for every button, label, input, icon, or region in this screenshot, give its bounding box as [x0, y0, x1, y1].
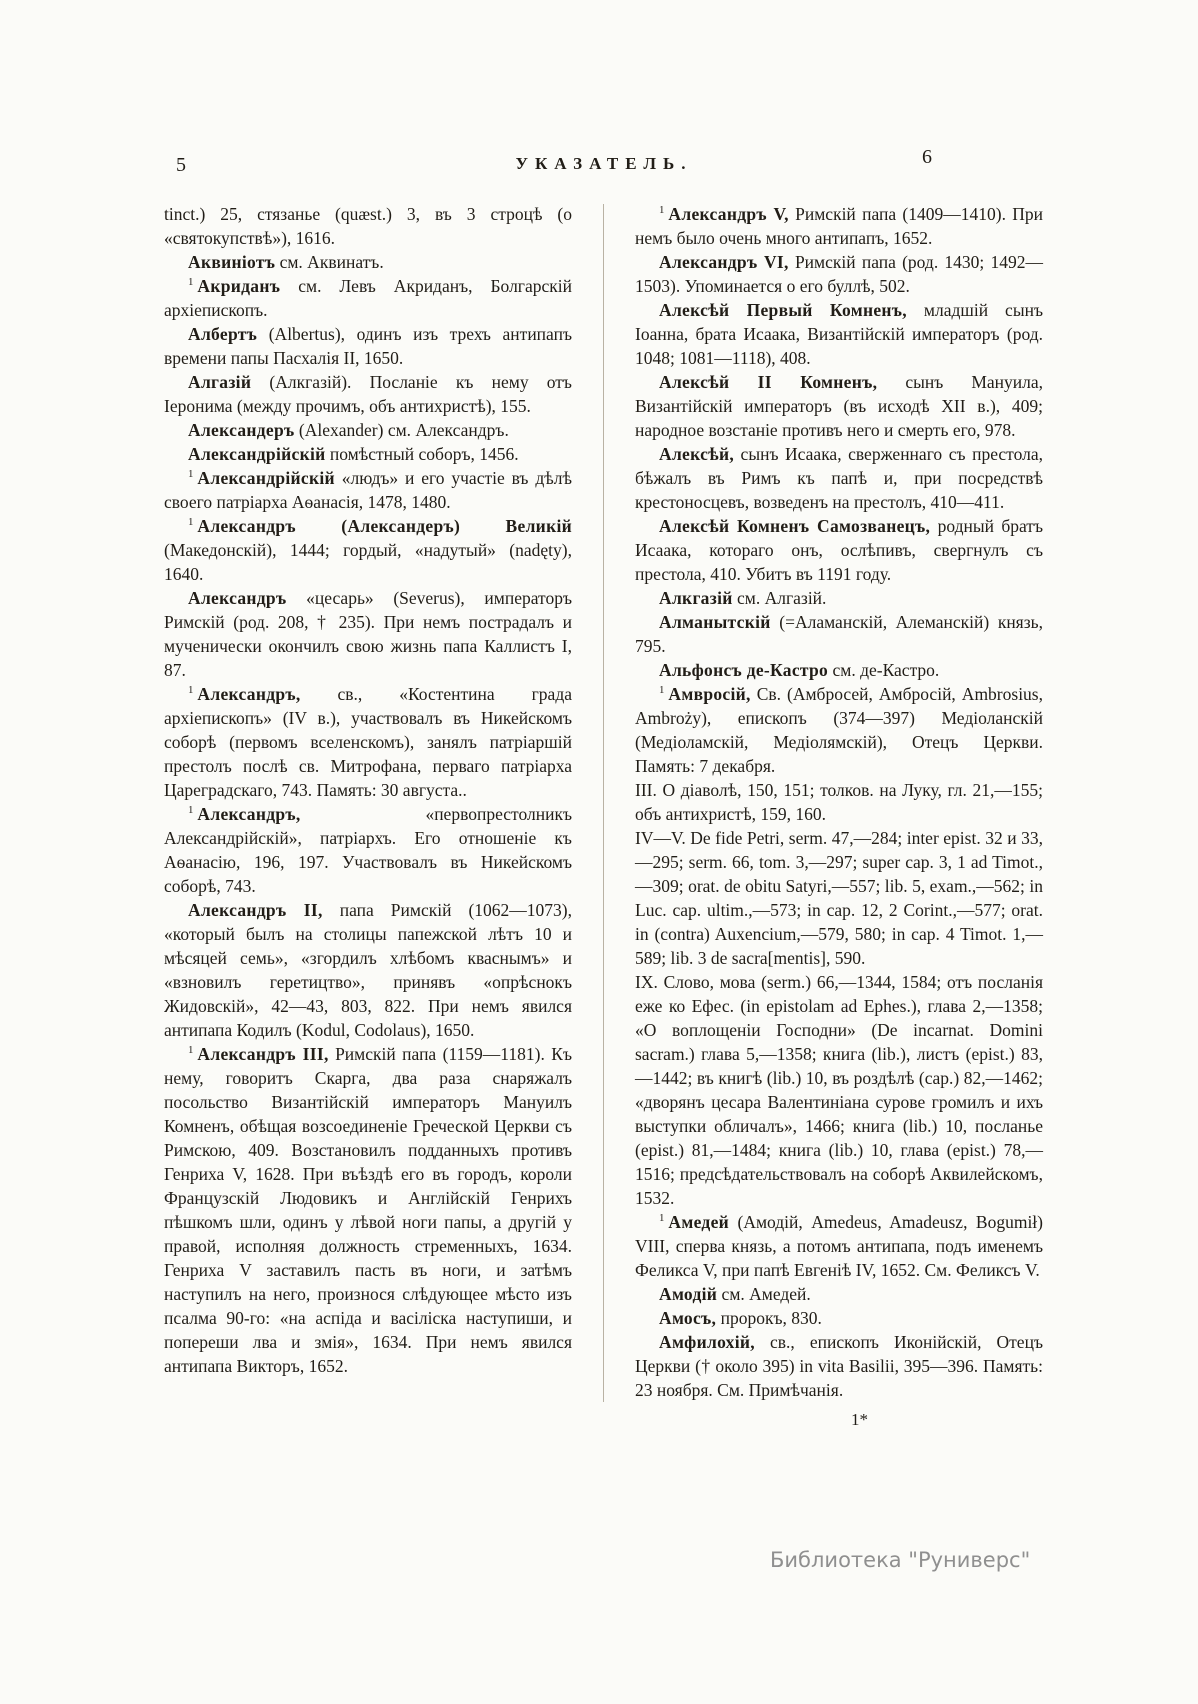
entry-headword: Албертъ: [188, 324, 258, 344]
index-entry: [164, 682, 572, 802]
footnote-marker: 1: [659, 204, 665, 217]
column-divider-rule: [603, 204, 604, 1402]
index-entry: [164, 514, 572, 586]
entry-headword: Алексѣй II Комненъ,: [659, 372, 878, 392]
column-left: [164, 202, 572, 1402]
entry-text: (Алкгазій). Посланіе къ нему отъ Іеронима (между прочимъ, объ антихристѣ), 155.: [164, 372, 572, 416]
entry-text: сынъ Исаака, сверженнаго съ престола, бѣжалъ въ Римъ къ папѣ и, при посредствѣ крестоносцевъ, возведенъ на престолъ, 410—411.: [635, 444, 1043, 512]
entry-text: см. де-Кастро.: [828, 660, 940, 680]
signature-mark: 1*: [851, 1410, 868, 1429]
index-entry: [164, 322, 572, 370]
entry-text: Св. (Амбросей, Амбросій, Ambrosius, Ambroży), епископъ (374—397) Медіоланскій (Медіоламскій, Медіолямскій), Отецъ Церкви. Память: 7 декабря.: [635, 684, 1043, 776]
index-entry: [635, 826, 1043, 970]
index-entry: [635, 250, 1043, 298]
entry-text: см. Левъ Акриданъ, Болгарскій архіепископъ.: [164, 276, 572, 320]
entry-headword: Альфонсъ де-Кастро: [659, 660, 829, 680]
entry-text: «людъ» и его участіе въ дѣлѣ своего патріарха Аѳанасія, 1478, 1480.: [164, 468, 572, 512]
footnote-marker: 1: [188, 1044, 194, 1057]
entry-text: помѣстный соборъ, 1456.: [325, 444, 519, 464]
entry-headword: Алгазій: [188, 372, 252, 392]
entry-headword: Александръ II,: [188, 900, 323, 920]
entry-text: (Македонскій), 1444; гордый, «надутый» (nadęty), 1640.: [164, 540, 572, 584]
index-entry: [635, 202, 1043, 250]
entry-text: IX. Слово, мова (serm.) 66,—1344, 1584; отъ посланія еже ко Ефес. (in epistolam ad Ephes.), глава 2,—1358; «О воплощеніи Господни» (De incarnat. Domini sacram.) глава 5,—1358; книга (lib.), листъ (epist.) 83,—1442; въ книгѣ (lib.) 10, въ роздѣлѣ (cap.) 82,—1462; «дворянъ цесара Валентиніана сурове громилъ и ихъ выступки обличалъ», 1466; книга (lib.) 10, посланье (epist.) 81,—1484; книга (lib.) 10, глава (epist.) 78,—1516; предсѣдательствовалъ на соборѣ Аквилейскомъ, 1532.: [635, 972, 1043, 1208]
index-entry: [164, 274, 572, 322]
entry-text: папа Римскій (1062—1073), «который былъ на столицы папежской лѣтъ 10 и мѣсяцей семь», «згордилъ хлѣбомъ кваснымъ» и «взновилъ геретицтво», принявъ «опрѣснокъ Жидовскій», 42—43, 803, 822. При немъ явился антипапа Кодилъ (Kodul, Codolaus), 1650.: [164, 900, 573, 1040]
entry-text: Римскій папа (1159—1181). Къ нему, говоритъ Скарга, два раза снаряжалъ посольство Византійскій императоръ Мануилъ Комненъ, обѣщая возсоединеніе Греческой Церкви съ Римскою, 409. Возстановилъ подданныхъ противъ Генриха V, 1628. При въѣздѣ его въ городъ, короли Французскій Людовикъ и Англійскій Генрихъ пѣшкомъ шли, одинъ у лѣвой ноги папы, а другій у правой, исполняя должность стременныхъ, 1634. Генриха V заставилъ пасть въ ноги, и затѣмъ наступилъ на него, произнося слѣдующее мѣсто изъ псалма 90-го: «на аспіда и васіліска наступиши, и попереши лва и змія», 1634. При немъ явился антипапа Викторъ, 1652.: [164, 1044, 573, 1376]
entry-text: пророкъ, 830.: [716, 1308, 822, 1328]
entry-headword: Алексѣй,: [659, 444, 734, 464]
footnote-marker: 1: [188, 516, 194, 529]
running-title: УКАЗАТЕЛЬ.: [515, 154, 693, 173]
entry-text: III. О діаволѣ, 150, 151; толков. на Луку, гл. 21,—155; объ антихристѣ, 159, 160.: [635, 780, 1043, 824]
entry-text: младшій сынъ Іоанна, брата Исаака, Византійскій императоръ (род. 1048; 1081—1118), 408.: [635, 300, 1043, 368]
entry-headword: Акриданъ: [197, 276, 281, 296]
entry-text: св., епископъ Иконійскій, Отецъ Церкви († около 395) in vita Basilii, 395—396. Память: 23 ноября. См. Примѣчанія.: [635, 1332, 1043, 1400]
index-entry: [164, 802, 572, 898]
entry-headword: Александръ,: [197, 684, 301, 704]
index-entry: [635, 1210, 1043, 1282]
entry-text: (Амодій, Amedeus, Amadeusz, Bogumił) VIII, сперва князь, а потомъ антипапа, подъ именемъ Феликса V, при папѣ Евгеніѣ IV, 1652. См. Феликсъ V.: [635, 1212, 1043, 1280]
entry-headword: Амфилохій,: [659, 1332, 755, 1352]
entry-text: (Albertus), одинъ изъ трехъ антипапъ времени папы Пасхалія II, 1650.: [164, 324, 572, 368]
index-entry: [164, 586, 572, 682]
column-right: [635, 202, 1043, 1402]
index-entry: [635, 586, 1043, 610]
entry-headword: Амвросій,: [668, 684, 751, 704]
index-entry: [635, 1330, 1043, 1402]
index-entry: [635, 610, 1043, 658]
index-entry: [635, 1306, 1043, 1330]
footnote-marker: 1: [188, 684, 194, 697]
entry-headword: Алексѣй Первый Комненъ,: [659, 300, 907, 320]
entry-text: (=Аламанскій, Алеманскій) князь, 795.: [635, 612, 1043, 656]
entry-headword: Алексѣй Комненъ Самозванецъ,: [659, 516, 931, 536]
entry-text: (Alexander) см. Александръ.: [294, 420, 509, 440]
index-entry: [635, 298, 1043, 370]
page-number-left: 5: [176, 154, 186, 176]
entry-headword: Александръ (Александеръ) Великій: [197, 516, 572, 536]
index-entry: [164, 466, 572, 514]
entry-headword: Александръ,: [197, 804, 301, 824]
footnote-marker: 1: [659, 684, 665, 697]
entry-headword: Александрійскій: [188, 444, 326, 464]
index-entry: [164, 442, 572, 466]
index-entry: [635, 442, 1043, 514]
text-columns: [164, 202, 1044, 1402]
entry-text: IV—V. De fide Petri, serm. 47,—284; inter epist. 32 и 33,—295; serm. 66, tom. 3,—297; super cap. 3, 1 ad Timot.,—309; orat. de obitu Satyri,—557; lib. 5, exam.,—562; in Luc. cap. ultim.,—573; in cap. 12, 2 Corint.,—577; orat. in (contra) Auxencium,—579, 580; in cap. 4 Timot. 1,—589; lib. 3 de sacra[mentis], 590.: [635, 828, 1043, 968]
entry-headword: Александръ VI,: [659, 252, 789, 272]
entry-headword: Александръ III,: [197, 1044, 329, 1064]
entry-text: сынъ Мануила, Византійскій императоръ (въ исходѣ XII в.), 409; народное возстаніе противъ него и смерть его, 978.: [635, 372, 1043, 440]
entry-headword: Алкгазій: [659, 588, 733, 608]
entry-text: tinct.) 25, стязанье (quæst.) 3, въ 3 строцѣ (о «святокупствѣ»), 1616.: [164, 204, 572, 248]
entry-headword: Амедей: [668, 1212, 730, 1232]
index-entry: [635, 778, 1043, 826]
entry-text: Римскій папа (1409—1410). При немъ было очень много антипапъ, 1652.: [635, 204, 1043, 248]
entry-headword: Амосъ,: [659, 1308, 717, 1328]
entry-text: см. Амедей.: [717, 1284, 811, 1304]
footnote-marker: 1: [188, 804, 194, 817]
entry-text: родный братъ Исаака, котораго онъ, ослѣпивъ, свергнулъ съ престола, 410. Убитъ въ 1191 году.: [635, 516, 1043, 584]
library-watermark: Библиотека "Руниверс": [770, 1548, 1031, 1572]
index-entry: [635, 970, 1043, 1210]
footnote-marker: 1: [188, 468, 194, 481]
entry-text: см. Аквинатъ.: [275, 252, 384, 272]
index-entry: [635, 514, 1043, 586]
index-entry: [164, 202, 572, 250]
index-entry: [635, 682, 1043, 778]
entry-headword: Аквиніотъ: [188, 252, 276, 272]
entry-text: св., «Костентина града архіепископъ» (IV в.), участвовалъ въ Никейскомъ соборѣ (первомъ вселенскомъ), занялъ патріаршій престолъ послѣ св. Митрофана, перваго патріарха Цареградскаго, 743. Память: 30 августа..: [164, 684, 572, 800]
index-entry: [635, 370, 1043, 442]
entry-headword: Александрійскій: [197, 468, 335, 488]
footnote-marker: 1: [659, 1212, 665, 1225]
index-entry: [164, 418, 572, 442]
footnote-marker: 1: [188, 276, 194, 289]
entry-headword: Алманытскій: [659, 612, 771, 632]
entry-headword: Амодій: [659, 1284, 718, 1304]
entry-headword: Александръ: [188, 588, 287, 608]
entry-text: см. Алгазій.: [732, 588, 827, 608]
index-entry: [635, 1282, 1043, 1306]
entry-headword: Александръ V,: [668, 204, 789, 224]
index-entry: [164, 898, 572, 1042]
entry-text: «первопрестолникъ Александрійскій», патріархъ. Его отношеніе къ Аѳанасію, 196, 197. Участвовалъ въ Никейскомъ соборѣ, 743.: [164, 804, 572, 896]
entry-headword: Александеръ: [188, 420, 295, 440]
index-entry: [635, 658, 1043, 682]
index-entry: [164, 370, 572, 418]
index-entry: [164, 250, 572, 274]
running-header: [164, 146, 1044, 178]
index-entry: [164, 1042, 572, 1378]
entry-text: «цесарь» (Severus), императоръ Римскій (род. 208, † 235). При немъ пострадалъ и мученически окончилъ свою жизнь папа Каллистъ I, 87.: [164, 588, 572, 680]
page-number-right: 6: [922, 146, 932, 168]
book-page: [164, 146, 1044, 1430]
entry-text: Римскій папа (род. 1430; 1492—1503). Упоминается о его буллѣ, 502.: [635, 252, 1043, 296]
